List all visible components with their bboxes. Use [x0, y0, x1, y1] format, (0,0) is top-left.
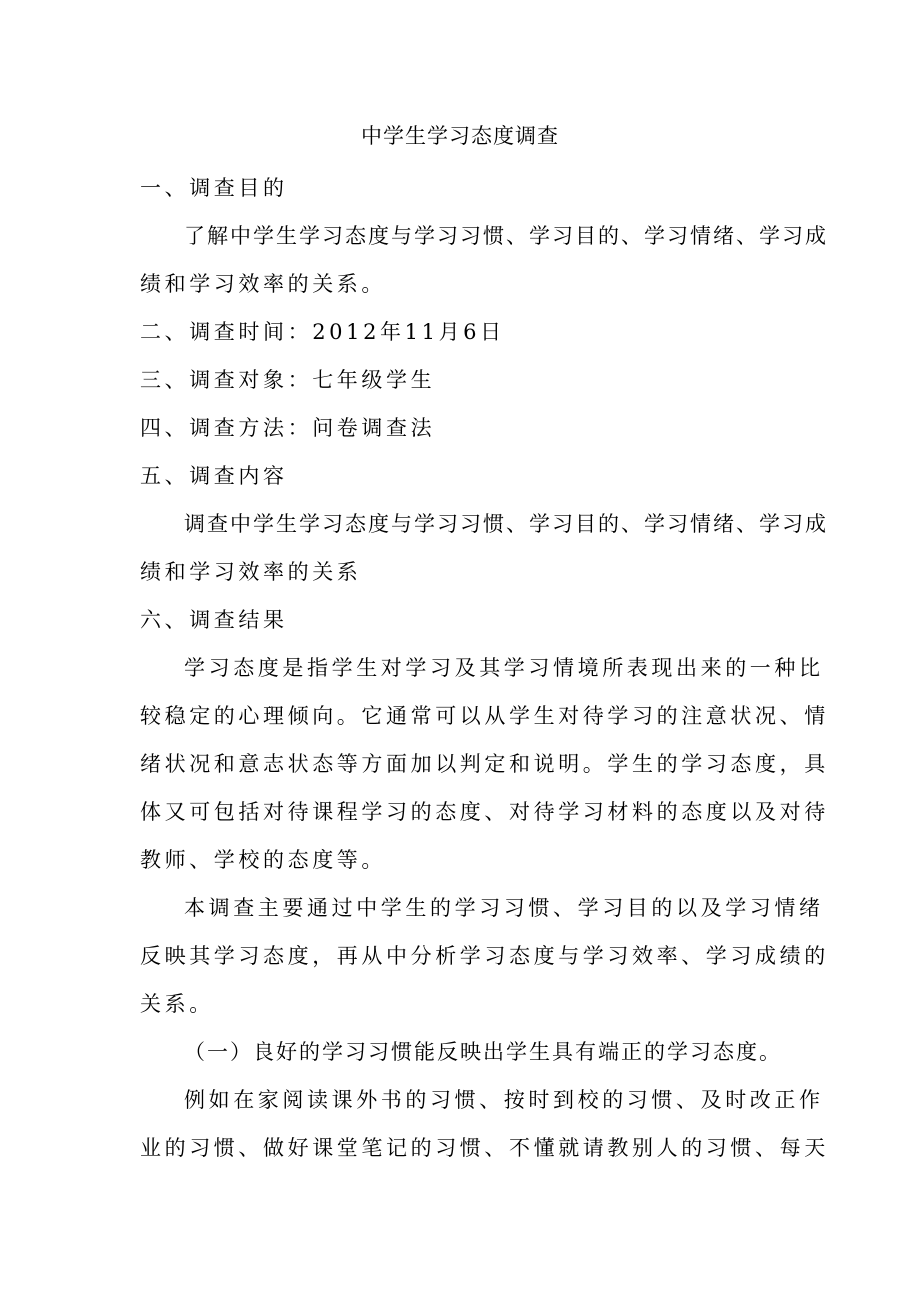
section-heading-content: 五、调查内容 — [140, 464, 288, 488]
paragraph-line: 了解中学生学习态度与学习习惯、学习目的、学习情绪、学习成 — [184, 224, 828, 248]
section-heading-time: 二、调查时间：2012年11月6日 — [140, 320, 505, 344]
paragraph-line: 本调查主要通过中学生的学习习惯、学习目的以及学习情绪 — [184, 896, 824, 920]
paragraph-line: 反映其学习态度，再从中分析学习态度与学习效率、学习成绩的 — [140, 944, 829, 968]
paragraph-line: 绩和学习效率的关系。 — [140, 272, 386, 296]
paragraph-line: 业的习惯、做好课堂笔记的习惯、不懂就请教别人的习惯、每天 — [140, 1136, 829, 1160]
paragraph-line: 体又可包括对待课程学习的态度、对待学习材料的态度以及对待 — [140, 800, 829, 824]
document-title: 中学生学习态度调查 — [361, 124, 559, 148]
section-heading-results: 六、调查结果 — [140, 608, 288, 632]
paragraph-line: 关系。 — [140, 992, 214, 1016]
paragraph-line: 绩和学习效率的关系 — [140, 560, 362, 584]
paragraph-line: 较稳定的心理倾向。它通常可以从学生对待学习的注意状况、情 — [140, 704, 829, 728]
paragraph-line: 学习态度是指学生对学习及其学习情境所表现出来的一种比 — [184, 656, 824, 680]
paragraph-line: 绪状况和意志状态等方面加以判定和说明。学生的学习态度，具 — [140, 752, 829, 776]
section-heading-subject: 三、调查对象：七年级学生 — [140, 368, 436, 392]
paragraph-line: 教师、学校的态度等。 — [140, 848, 386, 872]
subsection-heading: （一）良好的学习习惯能反映出学生具有端正的学习态度。 — [184, 1040, 782, 1064]
paragraph-line: 调查中学生学习态度与学习习惯、学习目的、学习情绪、学习成 — [184, 512, 828, 536]
section-heading-method: 四、调查方法：问卷调查法 — [140, 416, 436, 440]
section-heading-purpose: 一、调查目的 — [140, 176, 288, 200]
paragraph-line: 例如在家阅读课外书的习惯、按时到校的习惯、及时改正作 — [184, 1088, 824, 1112]
